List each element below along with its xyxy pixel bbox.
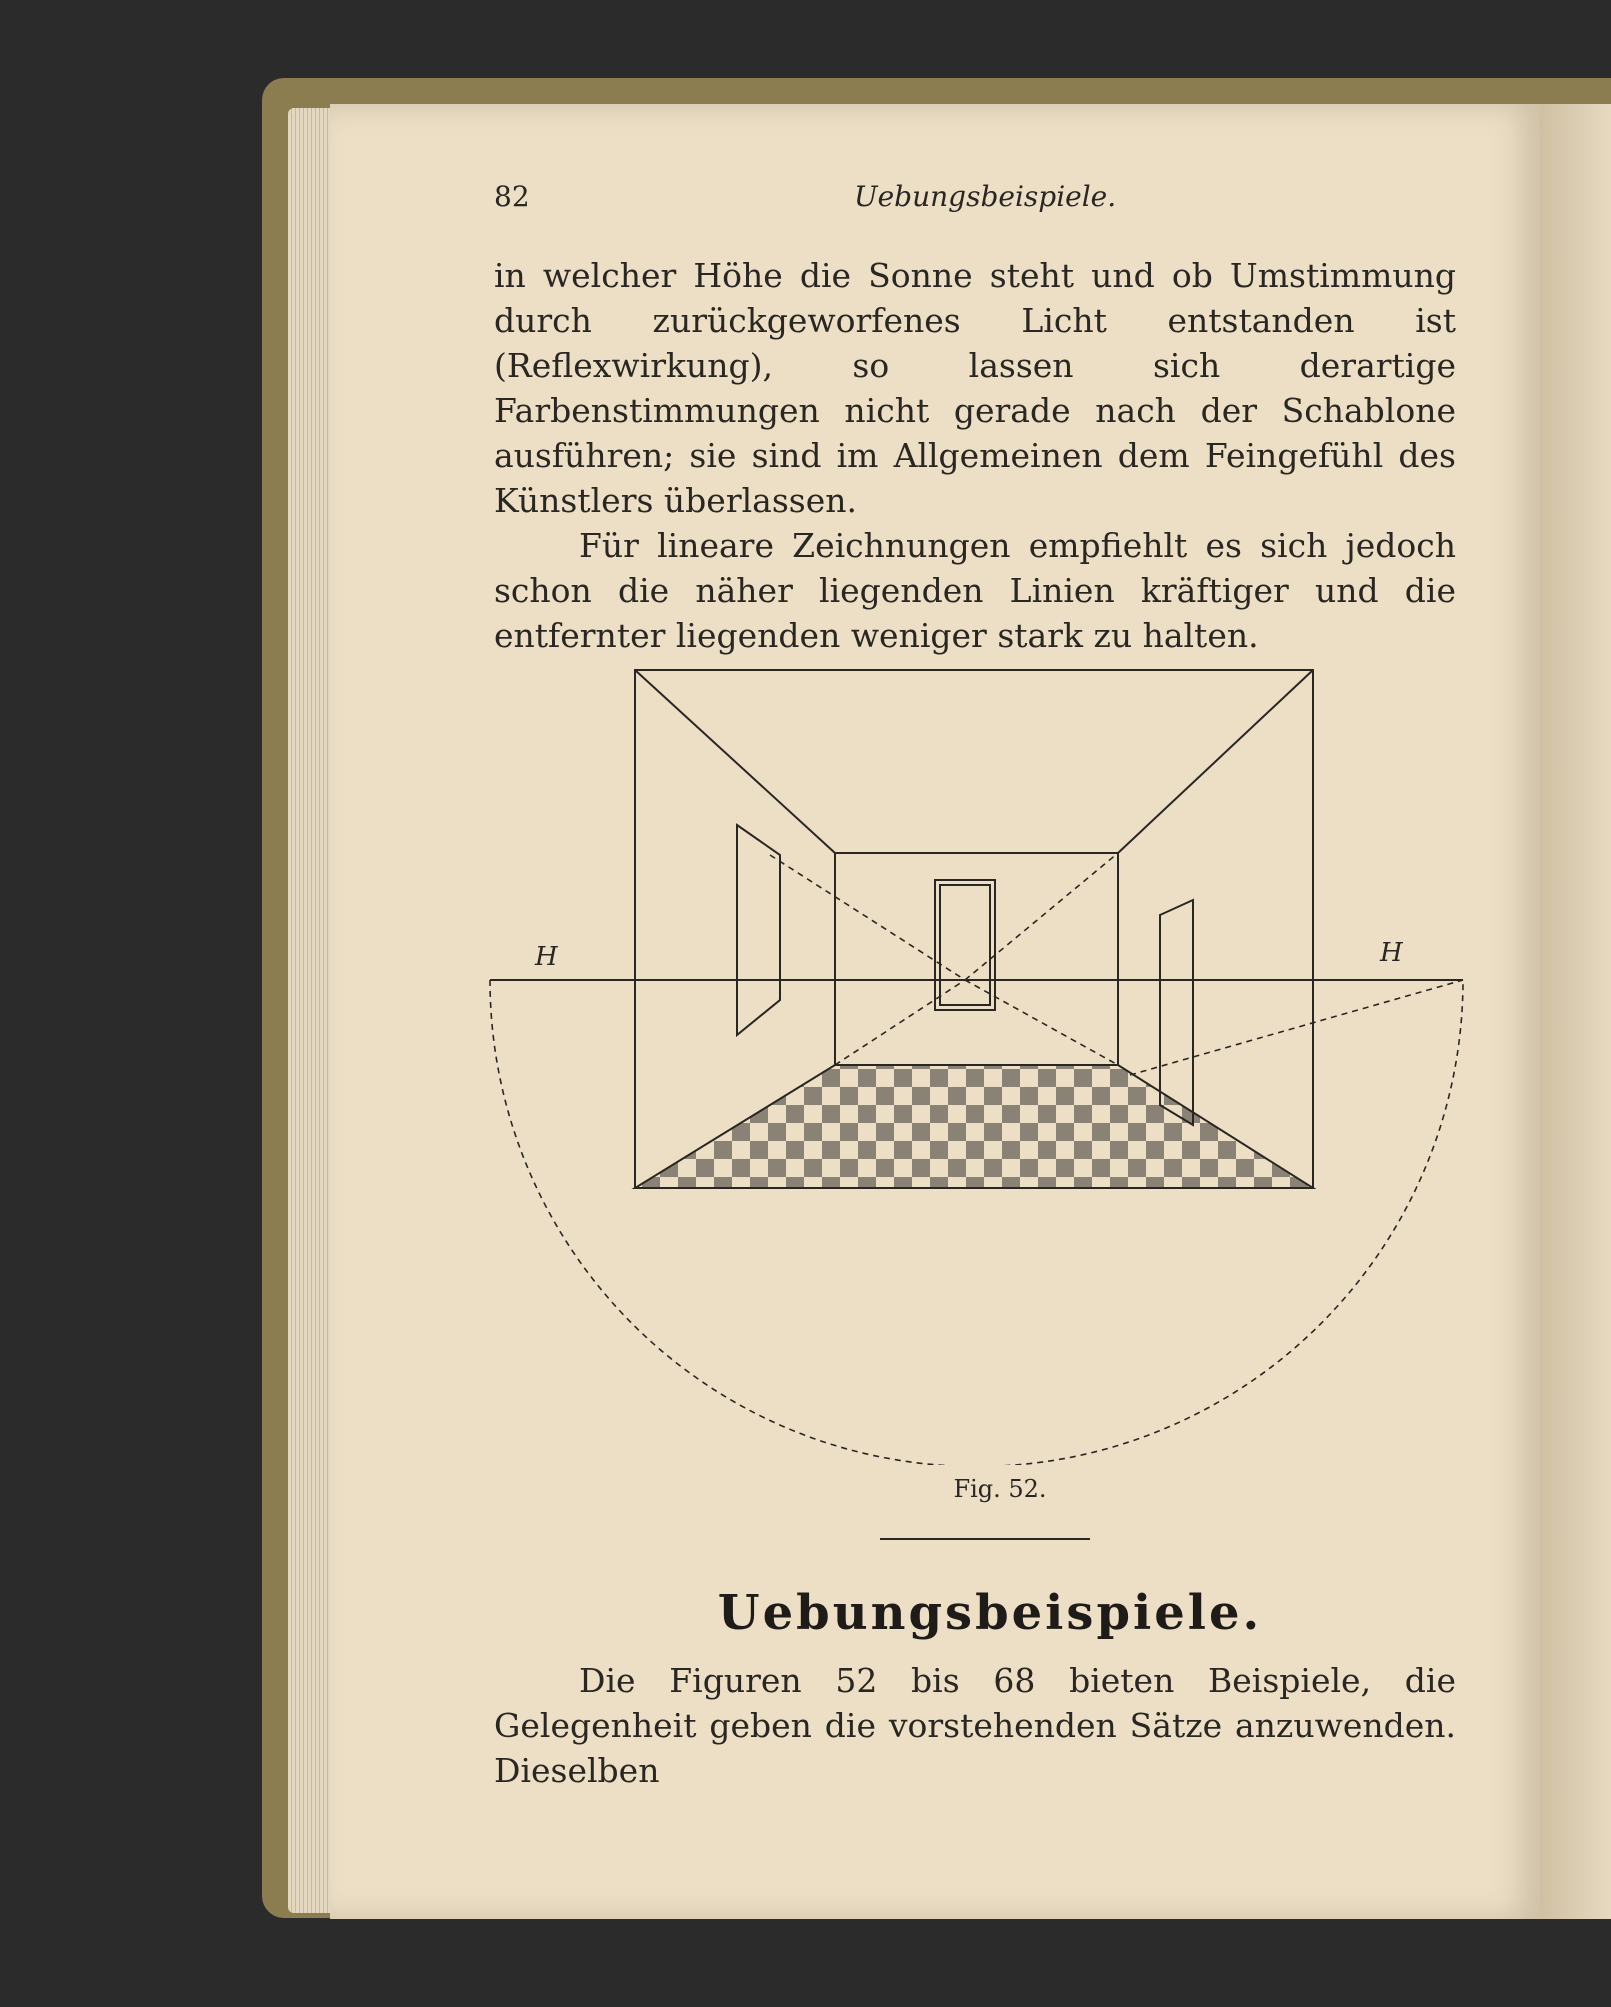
checkered-floor — [635, 1065, 1313, 1188]
back-window — [935, 880, 995, 1010]
next-page-edge — [1540, 104, 1611, 1919]
label-h-right: H — [1380, 938, 1403, 968]
body-text — [494, 253, 1456, 658]
perspective-figure — [480, 655, 1475, 1465]
paragraph-2: Für lineare Zeichnungen empfiehlt es sich jedoch schon die näher liegenden Linien kräftiger und die entfernter liegenden weniger stark zu halten. — [494, 526, 1456, 655]
section-heading: Uebungsbeispiele. — [717, 1585, 1263, 1641]
right-door — [1160, 900, 1193, 1125]
paragraph-1: in welcher Höhe die Sonne steht und ob Umstimmung durch zurückgeworfenes Licht entstanden ist (Reflexwirkung), so lassen sich derartige Farbenstimmungen nicht gerade nach der Schablone ausführen; sie sind im Allgemeinen dem Feingefühl des Künstlers überlassen. — [494, 256, 1456, 520]
figure-caption: Fig. 52. — [953, 1475, 1047, 1503]
page-number: 82 — [494, 180, 530, 213]
section-paragraph: Die Figuren 52 bis 68 bieten Beispiele, die Gelegenheit geben die vorstehenden Sätze anzuwenden. Dieselben — [494, 1661, 1456, 1790]
section-divider — [880, 1538, 1090, 1540]
section-text-block — [494, 1658, 1456, 1793]
label-h-left: H — [535, 942, 558, 972]
running-head — [494, 180, 1454, 220]
running-title: Uebungsbeispiele. — [854, 180, 1117, 213]
